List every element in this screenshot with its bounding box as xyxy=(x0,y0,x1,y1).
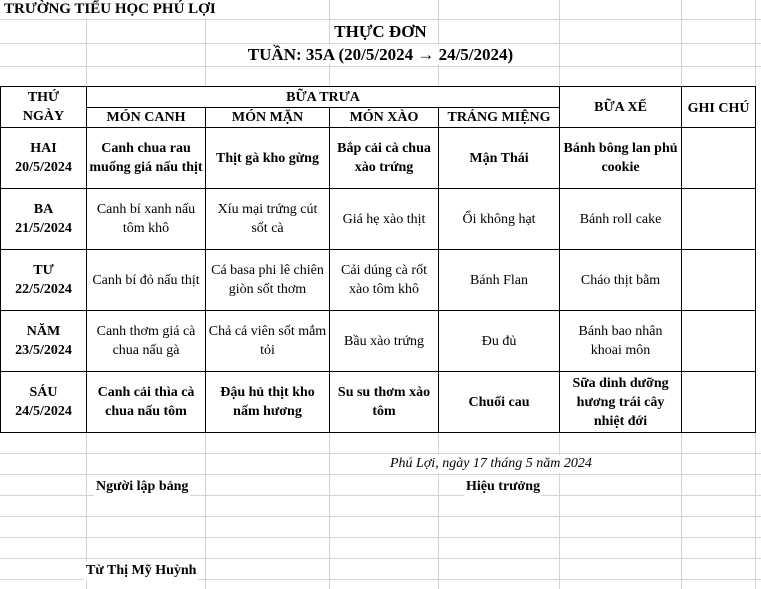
school-name: TRƯỜNG TIỂU HỌC PHÚ LỢI xyxy=(4,0,220,18)
xao-cell: Bắp cải cà chua xào trứng xyxy=(330,128,439,189)
day-cell xyxy=(1,128,87,189)
day-name: SÁU xyxy=(29,385,58,400)
page-title-text: THỰC ĐƠN xyxy=(331,22,429,41)
header-ghi-chu: GHI CHÚ xyxy=(682,87,756,128)
header-bua-xe: BỮA XẾ xyxy=(560,87,682,128)
bua-xe-cell: Bánh bông lan phủ cookie xyxy=(560,128,682,189)
xao-cell: Bầu xào trứng xyxy=(330,311,439,372)
day-date: 21/5/2024 xyxy=(15,221,72,236)
header-day-date xyxy=(1,87,87,128)
trang-mieng-cell: Bánh Flan xyxy=(439,250,560,311)
trang-mieng-cell: Chuối cau xyxy=(439,372,560,433)
ghi-chu-cell xyxy=(682,128,756,189)
ghi-chu-cell xyxy=(682,189,756,250)
table-row xyxy=(1,128,756,189)
bua-xe-cell: Cháo thịt bằm xyxy=(560,250,682,311)
gridline xyxy=(0,66,761,67)
xao-cell: Giá hẹ xào thịt xyxy=(330,189,439,250)
canh-cell: Canh chua rau muống giá nấu thịt xyxy=(87,128,206,189)
day-name: NĂM xyxy=(26,324,61,339)
gridline xyxy=(0,516,761,517)
man-cell: Đậu hủ thịt kho nấm hương xyxy=(206,372,330,433)
day-name: TƯ xyxy=(33,263,54,278)
ghi-chu-cell xyxy=(682,372,756,433)
preparer-name: Từ Thị Mỹ Huỳnh xyxy=(86,563,197,578)
signing-date: Phú Lợi, ngày 17 tháng 5 năm 2024 xyxy=(390,456,592,471)
canh-cell: Canh cải thìa cà chua nấu tôm xyxy=(87,372,206,433)
header-trang-mieng: TRÁNG MIỆNG xyxy=(439,108,560,128)
header-bua-trua: BỮA TRƯA xyxy=(87,87,560,108)
xao-cell: Su su thơm xào tôm xyxy=(330,372,439,433)
table-row xyxy=(1,250,756,311)
header-thu: THỨ xyxy=(27,90,60,105)
header-mon-canh: MÓN CANH xyxy=(87,108,206,128)
day-cell xyxy=(1,372,87,433)
table-row xyxy=(1,311,756,372)
day-date: 24/5/2024 xyxy=(15,404,72,419)
day-date: 22/5/2024 xyxy=(15,282,72,297)
trang-mieng-cell: Mận Thái xyxy=(439,128,560,189)
gridline xyxy=(0,474,761,475)
preparer-label: Người lập bảng xyxy=(96,479,189,494)
day-cell xyxy=(1,189,87,250)
week-subtitle xyxy=(0,44,761,65)
day-name: HAI xyxy=(30,141,57,156)
canh-cell: Canh bí xanh nấu tôm khô xyxy=(87,189,206,250)
day-cell xyxy=(1,250,87,311)
gridline xyxy=(0,453,761,454)
man-cell: Chả cá viên sốt mắm tỏi xyxy=(206,311,330,372)
trang-mieng-cell: Đu đủ xyxy=(439,311,560,372)
week-subtitle-text: TUẦN: 35A (20/5/2024 → 24/5/2024) xyxy=(245,45,516,64)
menu-table xyxy=(0,86,756,433)
man-cell: Xíu mại trứng cút sốt cà xyxy=(206,189,330,250)
gridline xyxy=(0,537,761,538)
trang-mieng-cell: Ổi không hạt xyxy=(439,189,560,250)
man-cell: Cá basa phi lê chiên giòn sốt thơm xyxy=(206,250,330,311)
principal-label: Hiệu trưởng xyxy=(466,479,541,494)
header-mon-xao: MÓN XÀO xyxy=(330,108,439,128)
gridline xyxy=(0,558,761,559)
gridline xyxy=(0,19,761,20)
ghi-chu-cell xyxy=(682,250,756,311)
page-title xyxy=(0,21,761,42)
bua-xe-cell: Sữa dinh dưỡng hương trái cây nhiệt đới xyxy=(560,372,682,433)
day-date: 20/5/2024 xyxy=(15,160,72,175)
canh-cell: Canh bí đỏ nấu thịt xyxy=(87,250,206,311)
day-date: 23/5/2024 xyxy=(15,343,72,358)
xao-cell: Cải dúng cà rốt xào tôm khô xyxy=(330,250,439,311)
bua-xe-cell: Bánh bao nhân khoai môn xyxy=(560,311,682,372)
bua-xe-cell: Bánh roll cake xyxy=(560,189,682,250)
table-row xyxy=(1,372,756,433)
ghi-chu-cell xyxy=(682,311,756,372)
man-cell: Thịt gà kho gừng xyxy=(206,128,330,189)
table-row xyxy=(1,189,756,250)
day-name: BA xyxy=(33,202,54,217)
canh-cell: Canh thơm giá cà chua nấu gà xyxy=(87,311,206,372)
header-ngay: NGÀY xyxy=(22,109,65,124)
header-mon-man: MÓN MẶN xyxy=(206,108,330,128)
day-cell xyxy=(1,311,87,372)
